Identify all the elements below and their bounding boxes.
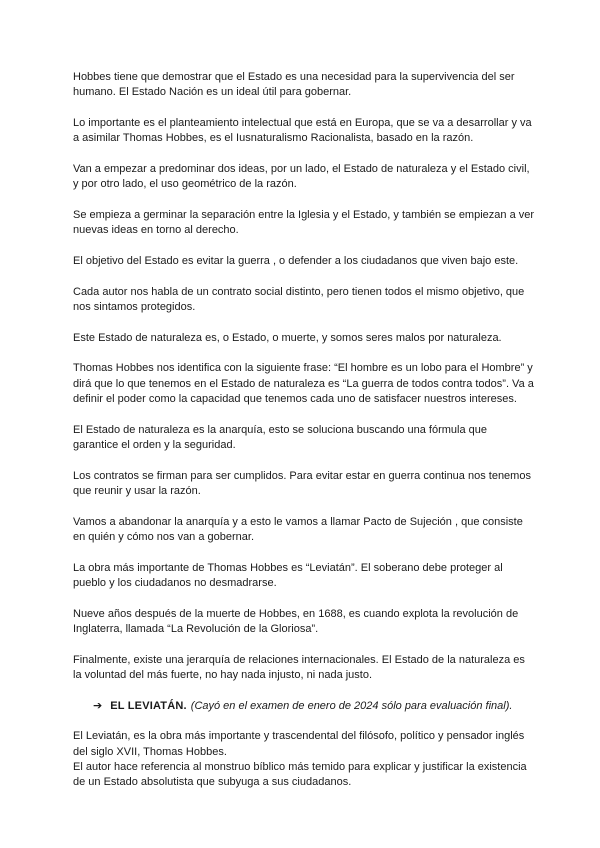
arrow-bullet-icon: ➔: [93, 699, 103, 712]
paragraph: Finalmente, existe una jerarquía de relaciones internacionales. El Estado de la naturaleza es la voluntad del más fuerte, no hay nada injusto, ni nada justo.: [73, 653, 525, 681]
paragraph: El objetivo del Estado es evitar la guerra , o defender a los ciudadanos que viven bajo este.: [73, 255, 519, 267]
paragraph: Van a empezar a predominar dos ideas, por un lado, el Estado de naturaleza y el Estado civil, y por otro lado, el uso geométrico de la razón.: [73, 163, 530, 191]
paragraph: Hobbes tiene que demostrar que el Estado es una necesidad para la supervivencia del ser humano. El Estado Nación es un ideal útil para gobernar.: [73, 71, 515, 99]
paragraph: Vamos a abandonar la anarquía y a esto le vamos a llamar Pacto de Sujeción , que consiste en quién y cómo nos van a gobernar.: [73, 515, 523, 543]
section-heading: [73, 699, 535, 714]
document-body: [73, 70, 535, 806]
paragraph: El Leviatán, es la obra más importante y trascendental del filósofo, político y pensador inglés del siglo XVII, Thomas Hobbes.: [73, 730, 525, 758]
paragraph: El Estado de naturaleza es la anarquía, esto se soluciona buscando una fórmula que garantice el orden y la seguridad.: [73, 423, 487, 451]
paragraph: Se empieza a germinar la separación entre la Iglesia y el Estado, y también se empiezan a ver nuevas ideas en torno al derecho.: [73, 209, 535, 237]
paragraph: Los contratos se firman para ser cumplidos. Para evitar estar en guerra continua nos tenemos que reunir y usar la razón.: [73, 469, 531, 497]
paragraph: Este Estado de naturaleza es, o Estado, o muerte, y somos seres malos por naturaleza.: [73, 331, 502, 344]
paragraph: La obra más importante de Thomas Hobbes es “Leviatán”. El soberano debe proteger al pueblo y los ciudadanos no desmadrarse.: [73, 561, 503, 589]
paragraph: El autor hace referencia al monstruo bíblico más temido para explicar y justificar la existencia de un Estado absolutista que subyuga a sus ciudadanos.: [73, 761, 527, 789]
section-note: (Cayó en el examen de enero de 2024 sólo para evaluación final).: [190, 699, 513, 712]
paragraph: Cada autor nos habla de un contrato social distinto, pero tienen todos el mismo objetivo, que nos sintamos protegidos.: [73, 285, 525, 313]
paragraph: Thomas Hobbes nos identifica con la siguiente frase: “El hombre es un lobo para el Hombre” y dirá que lo que tenemos en el Estado de naturaleza es “La guerra de todos contra todos”. Va a definir el poder como la capacidad que tenemos cada uno de satisfacer nuestros intereses.: [73, 362, 534, 405]
paragraph: Lo importante es el planteamiento intelectual que está en Europa, que se va a desarrollar y va a asimilar Thomas Hobbes, es el Iusnaturalismo Racionalista, basado en la razón.: [73, 117, 532, 145]
section-title: EL LEVIATÁN.: [110, 699, 187, 712]
paragraph: Nueve años después de la muerte de Hobbes, en 1688, es cuando explota la revolución de Inglaterra, llamada “La Revolución de la Gloriosa”.: [73, 607, 519, 635]
